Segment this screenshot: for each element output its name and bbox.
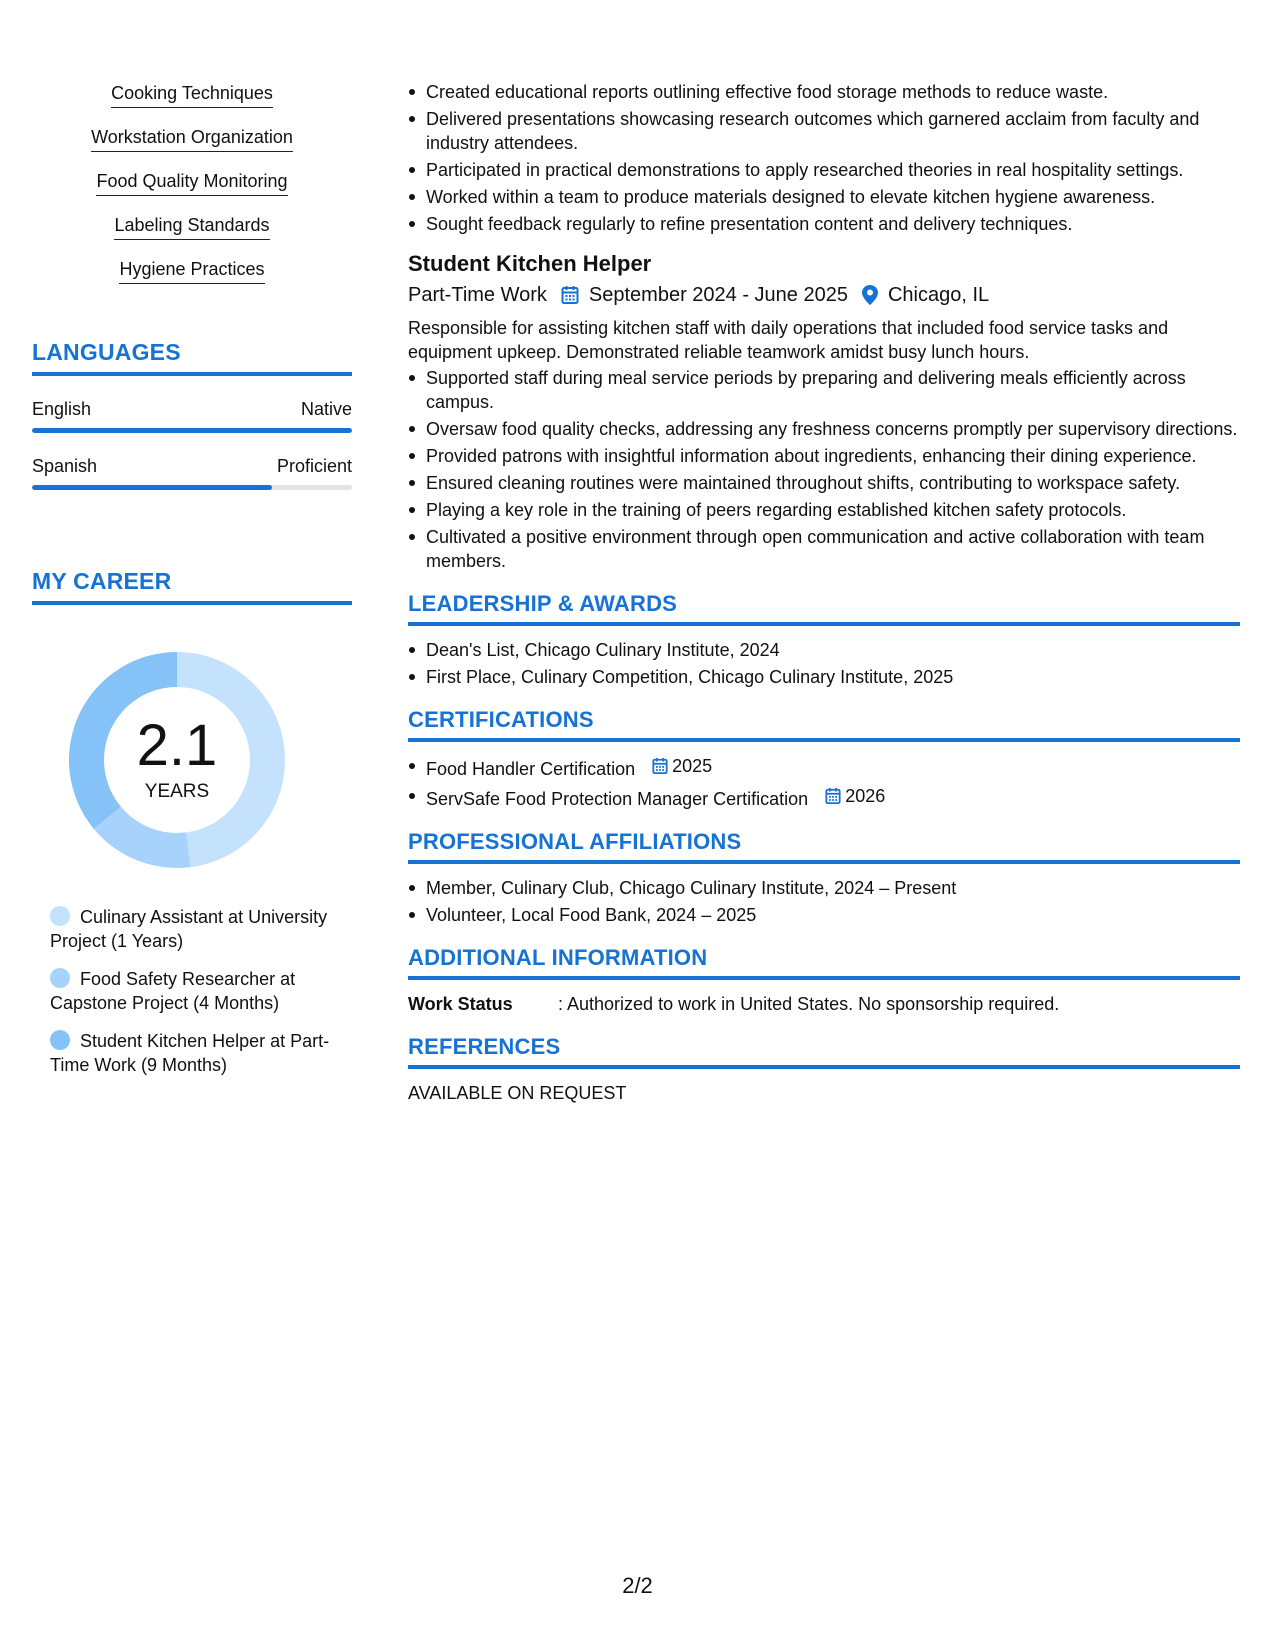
skill-item: Hygiene Practices — [119, 258, 264, 284]
career-legend — [32, 905, 352, 1077]
job-description: Responsible for assisting kitchen staff with daily operations that included food service tasks and equipment upkeep. Demonstrated reliable teamwork amidst busy lunch hours. — [408, 318, 1169, 362]
legend-dot — [50, 968, 70, 988]
bullet-item: Created educational reports outlining effective food storage methods to reduce waste. — [408, 80, 1240, 104]
work-status-label: Work Status — [408, 994, 513, 1014]
bullet-item: Ensured cleaning routines were maintained throughout shifts, contributing to workspace safety. — [408, 471, 1240, 495]
leadership-heading: LEADERSHIP & AWARDS — [408, 591, 1240, 626]
bullet-item: Playing a key role in the training of peers regarding established kitchen safety protocols. — [408, 498, 1240, 522]
bullet-item: Provided patrons with insightful information about ingredients, enhancing their dining experience. — [408, 444, 1240, 468]
certification-item — [408, 754, 1240, 781]
skill-item: Food Quality Monitoring — [96, 170, 287, 196]
main-content — [408, 80, 1240, 1105]
career-donut-chart — [62, 645, 292, 875]
language-bar — [32, 428, 352, 433]
career-section — [32, 568, 352, 1077]
legend-label: Culinary Assistant at University Project (1 Years) — [50, 907, 328, 951]
job-title: Student Kitchen Helper — [408, 251, 652, 276]
bullet-item: Delivered presentations showcasing research outcomes which garnered acclaim from faculty and industry attendees. — [408, 107, 1240, 155]
additional-info-heading: ADDITIONAL INFORMATION — [408, 945, 1240, 980]
languages-section — [32, 339, 352, 490]
location-pin-icon — [862, 285, 878, 305]
affiliations-heading: PROFESSIONAL AFFILIATIONS — [408, 829, 1240, 864]
calendar-icon — [825, 787, 841, 805]
career-total-value: 2.1 — [136, 713, 218, 778]
skill-item: Cooking Techniques — [111, 82, 273, 108]
calendar-icon — [652, 757, 668, 775]
certification-name: Food Handler Certification — [426, 759, 636, 779]
page-number: 2/2 — [622, 1573, 653, 1598]
job-meta — [408, 282, 1240, 308]
job-location: Chicago, IL — [887, 284, 990, 306]
bullet-item: Member, Culinary Club, Chicago Culinary Institute, 2024 – Present — [408, 876, 1240, 900]
language-name: Spanish — [32, 456, 98, 476]
language-name: English — [32, 399, 92, 419]
bullet-item: Cultivated a positive environment through open communication and active collaboration with team members. — [408, 525, 1240, 573]
bullet-item: Worked within a team to produce materials designed to elevate kitchen hygiene awareness. — [408, 185, 1240, 209]
sidebar — [32, 82, 352, 1091]
certification-year: 2025 — [672, 756, 713, 776]
language-bar-fill — [32, 428, 352, 433]
certification-year: 2026 — [845, 786, 886, 806]
job-bullets — [408, 366, 1240, 573]
legend-label: Food Safety Researcher at Capstone Project (4 Months) — [50, 969, 296, 1013]
bullet-item: Dean's List, Chicago Culinary Institute, 2024 — [408, 638, 1240, 662]
references-text: AVAILABLE ON REQUEST — [408, 1083, 627, 1103]
language-bar-fill — [32, 485, 272, 490]
legend-label: Student Kitchen Helper at Part-Time Work (9 Months) — [50, 1031, 330, 1075]
job-dates: September 2024 - June 2025 — [588, 284, 848, 306]
skills-list — [32, 82, 352, 302]
language-item — [32, 398, 352, 433]
career-heading: MY CAREER — [32, 568, 352, 605]
bullet-item: Participated in practical demonstrations to apply researched theories in real hospitality settings. — [408, 158, 1240, 182]
language-item — [32, 455, 352, 490]
bullet-item: Sought feedback regularly to refine presentation content and delivery techniques. — [408, 212, 1240, 236]
certifications-list — [408, 754, 1240, 811]
work-status-row — [408, 992, 1240, 1016]
bullet-item: Oversaw food quality checks, addressing any freshness concerns promptly per supervisory directions. — [408, 417, 1240, 441]
legend-item — [50, 967, 340, 1015]
job-company: Part-Time Work — [408, 284, 547, 306]
leadership-list — [408, 638, 1240, 689]
previous-job-bullets — [408, 80, 1240, 236]
certifications-heading: CERTIFICATIONS — [408, 707, 1240, 742]
calendar-icon — [561, 285, 579, 305]
language-level: Native — [300, 399, 352, 419]
skill-item: Labeling Standards — [114, 214, 269, 240]
affiliations-list — [408, 876, 1240, 927]
legend-dot — [50, 906, 70, 926]
bullet-item: Supported staff during meal service periods by preparing and delivering meals efficiently across campus. — [408, 366, 1240, 414]
career-total-unit: YEARS — [144, 781, 210, 802]
language-level: Proficient — [276, 456, 352, 476]
references-heading: REFERENCES — [408, 1034, 1240, 1069]
language-bar — [32, 485, 352, 490]
legend-dot — [50, 1030, 70, 1050]
bullet-item: First Place, Culinary Competition, Chicago Culinary Institute, 2025 — [408, 665, 1240, 689]
skill-item: Workstation Organization — [91, 126, 293, 152]
bullet-item: Volunteer, Local Food Bank, 2024 – 2025 — [408, 903, 1240, 927]
legend-item — [50, 905, 340, 953]
certification-item — [408, 784, 1240, 811]
work-status-value: : Authorized to work in United States. No sponsorship required. — [558, 994, 1060, 1014]
certification-name: ServSafe Food Protection Manager Certification — [426, 789, 809, 809]
languages-heading: LANGUAGES — [32, 339, 352, 376]
legend-item — [50, 1029, 340, 1077]
